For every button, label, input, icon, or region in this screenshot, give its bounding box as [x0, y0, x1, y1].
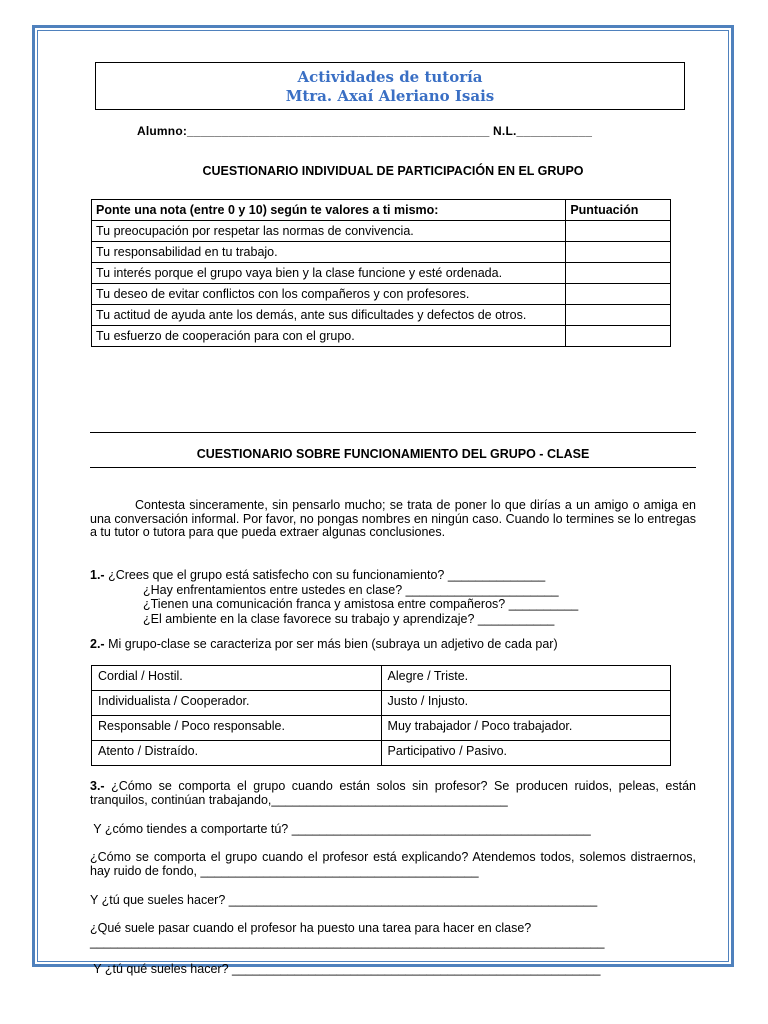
item-text: Tu actitud de ayuda ante los demás, ante sus dificultades y defectos de otros. — [92, 305, 566, 326]
adjective-pairs-table — [91, 665, 671, 766]
q3-number: 3.- — [90, 779, 105, 793]
pair-cell[interactable]: Muy trabajador / Poco trabajador. — [381, 716, 670, 741]
q3-text-b: Y ¿cómo tiendes a comportarte tú? ___________________________________________ — [90, 822, 591, 836]
table-row — [92, 741, 671, 766]
q1-line-2: ¿Hay enfrentamientos entre ustedes en clase? ______________________ — [143, 583, 559, 597]
table-row — [92, 305, 671, 326]
header-title: Actividades de tutoría — [297, 68, 483, 86]
table-row — [92, 263, 671, 284]
item-text: Tu interés porque el grupo vaya bien y la clase funcione y esté ordenada. — [92, 263, 566, 284]
divider-top — [90, 432, 696, 433]
q3-text-e: ¿Qué suele pasar cuando el profesor ha puesto una tarea para hacer en clase? — [90, 921, 532, 935]
self-evaluation-table — [91, 199, 671, 347]
q3-text-e-line: __________________________________________________________________________ — [90, 935, 605, 949]
question-3 — [90, 780, 696, 807]
score-cell[interactable] — [566, 284, 671, 305]
header-score: Puntuación — [566, 200, 671, 221]
q3-text-d: Y ¿tú que sueles hacer? _____________________________________________________ — [90, 893, 598, 907]
question-1 — [90, 568, 545, 582]
table-row — [92, 221, 671, 242]
header-teacher: Mtra. Axaí Aleriano Isais — [285, 87, 495, 105]
section1-title: CUESTIONARIO INDIVIDUAL DE PARTICIPACIÓN EN EL GRUPO — [202, 164, 584, 178]
table-row — [92, 284, 671, 305]
item-text: Tu esfuerzo de cooperación para con el grupo. — [92, 326, 566, 347]
q2-text: Mi grupo-clase se caracteriza por ser más bien (subraya un adjetivo de cada par) — [108, 637, 558, 651]
pair-cell[interactable]: Responsable / Poco responsable. — [92, 716, 382, 741]
pair-cell[interactable]: Cordial / Hostil. — [92, 666, 382, 691]
item-text: Tu deseo de evitar conflictos con los compañeros y con profesores. — [92, 284, 566, 305]
q3-text-c: ¿Cómo se comporta el grupo cuando el profesor está explicando? Atendemos todos, solemos distraernos, hay ruido de fondo, ________________________________________ — [90, 850, 696, 878]
q1-number: 1.- — [90, 568, 105, 582]
item-text: Tu responsabilidad en tu trabajo. — [92, 242, 566, 263]
student-name-line: Alumno:____________________________________________ N.L.___________ — [137, 124, 593, 138]
q1-line-3: ¿Tienen una comunicación franca y amistosa entre compañeros? __________ — [143, 597, 579, 611]
pair-cell[interactable]: Alegre / Triste. — [381, 666, 670, 691]
q3-text-a: ¿Cómo se comporta el grupo cuando están solos sin profesor? Se producen ruidos, peleas, están tranquilos, continúan trabajando,__________________________________ — [90, 779, 696, 807]
q1-line-4: ¿El ambiente en la clase favorece su trabajo y aprendizaje? ___________ — [143, 612, 555, 626]
header-box — [95, 62, 685, 110]
score-cell[interactable] — [566, 305, 671, 326]
table-header-row — [92, 200, 671, 221]
question-2 — [90, 637, 558, 651]
score-cell[interactable] — [566, 242, 671, 263]
item-text: Tu preocupación por respetar las normas de convivencia. — [92, 221, 566, 242]
score-cell[interactable] — [566, 263, 671, 284]
pair-cell[interactable]: Justo / Injusto. — [381, 691, 670, 716]
score-cell[interactable] — [566, 221, 671, 242]
q2-number: 2.- — [90, 637, 105, 651]
pair-cell[interactable]: Atento / Distraído. — [92, 741, 382, 766]
table-row — [92, 666, 671, 691]
table-row — [92, 691, 671, 716]
score-cell[interactable] — [566, 326, 671, 347]
q3-text-f: Y ¿tú qué sueles hacer? _____________________________________________________ — [90, 962, 601, 976]
table-row — [92, 326, 671, 347]
header-question: Ponte una nota (entre 0 y 10) según te valores a ti mismo: — [92, 200, 566, 221]
table-row — [92, 716, 671, 741]
pair-cell[interactable]: Participativo / Pasivo. — [381, 741, 670, 766]
section2-title: CUESTIONARIO SOBRE FUNCIONAMIENTO DEL GRUPO - CLASE — [196, 447, 590, 461]
divider-bottom — [90, 467, 696, 468]
table-row — [92, 242, 671, 263]
q1-line-1: ¿Crees que el grupo está satisfecho con su funcionamiento? ______________ — [108, 568, 546, 582]
intro-paragraph: Contesta sinceramente, sin pensarlo mucho; se trata de poner lo que dirías a un amigo o amiga en una conversación informal. Por favor, no pongas nombres en ningún caso. Cuando lo termines se lo entregas a tu tutor o tutora para que pueda extraer algunas conclusiones. — [90, 498, 696, 539]
pair-cell[interactable]: Individualista / Cooperador. — [92, 691, 382, 716]
